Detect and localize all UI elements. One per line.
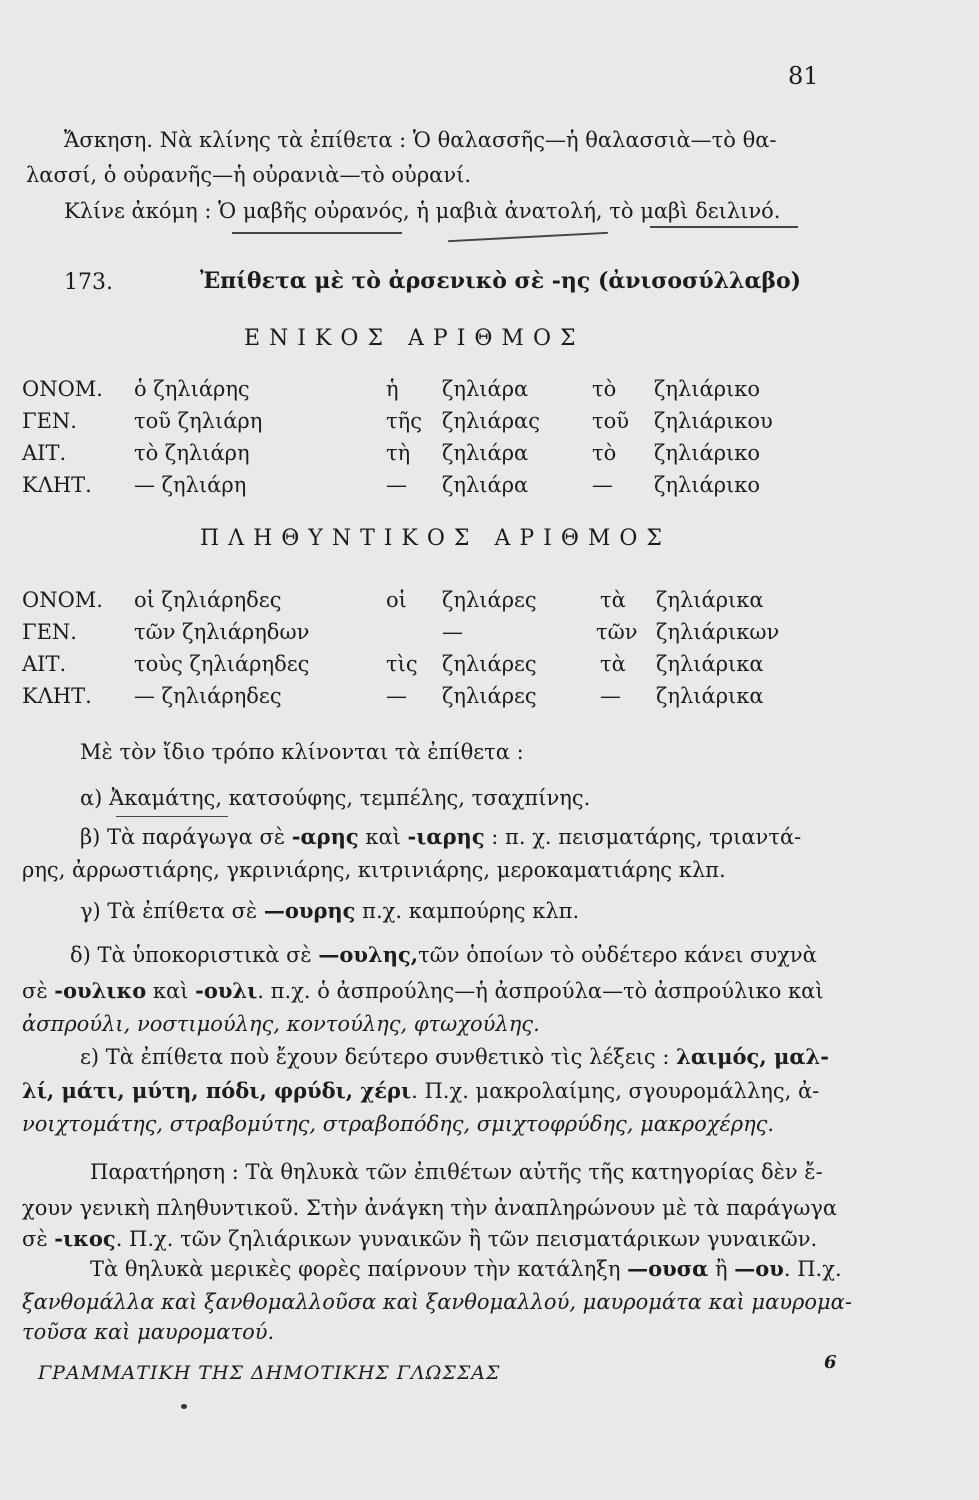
feminine-article: —	[442, 620, 463, 644]
neuter-article: τὰ	[600, 588, 626, 612]
feminine-article: τὶς	[386, 652, 418, 676]
masculine-form: ὁ ζηλιάρης	[134, 377, 250, 401]
ending-bold: -αρης	[291, 824, 359, 849]
item-e-line-3: νοιχτομάτης, στραβομύτης, στραβοπόδης, σμιχτοφρύδης, μακροχέρης.	[22, 1112, 775, 1136]
text-span: . π.χ. ὁ ἀσπρούλης—ἡ ἀσπρούλα—τὸ ἀσπρούλικο καὶ	[257, 979, 824, 1003]
feminine-article: τῆς	[386, 409, 422, 433]
item-a-prefix: α)	[80, 786, 110, 810]
item-e-line-1	[80, 1044, 829, 1069]
body-intro: Μὲ τὸν ἴδιο τρόπο κλίνονται τὰ ἐπίθετα :	[80, 740, 524, 764]
note-line-4	[90, 1256, 842, 1281]
neuter-form: ζηλιάρικου	[654, 409, 773, 433]
feminine-article: —	[386, 473, 407, 497]
note-line-1: Παρατήρηση : Τὰ θηλυκὰ τῶν ἐπιθέτων αὐτῆς τῆς κατηγορίας δὲν ἔ-	[90, 1160, 823, 1184]
exercise-line-1: Ἄσκηση. Νὰ κλίνης τὰ ἐπίθετα : Ὁ θαλασσῆς—ἡ θαλασσιὰ—τὸ θα-	[64, 128, 777, 152]
text-span: σὲ	[22, 1227, 55, 1251]
neuter-article: τὸ	[592, 441, 617, 465]
note-line-3	[22, 1226, 817, 1251]
text-span: γ) Τὰ ἐπίθετα σὲ	[80, 899, 264, 923]
ending-bold: -ιαρης	[407, 824, 485, 849]
case-label: ΟΝΟΜ.	[22, 588, 103, 612]
neuter-article: τὸ	[592, 377, 617, 401]
masculine-form: τοῦ ζηλιάρη	[134, 409, 263, 433]
item-e-line-2	[22, 1078, 819, 1103]
feminine-form: ζηλιάρα	[442, 377, 529, 401]
item-b-line-1	[80, 824, 801, 849]
neuter-form: ζηλιάρικο	[654, 473, 761, 497]
case-label: ΓΕΝ.	[22, 409, 77, 433]
item-d-line-2	[22, 978, 824, 1003]
ending-bold: —ου	[734, 1256, 784, 1281]
feminine-form: ζηλιάρες	[442, 652, 537, 676]
masculine-form: — ζηλιάρηδες	[134, 684, 282, 708]
page-number: 81	[788, 62, 819, 90]
item-a	[80, 786, 590, 810]
ending-bold: —ουσα	[627, 1256, 709, 1281]
neuter-article: τῶν	[596, 620, 638, 644]
feminine-article: τὴ	[386, 441, 411, 465]
sheet-number: 6	[824, 1352, 837, 1373]
section-title: Ἐπίθετα μὲ τὸ ἀρσενικὸ σὲ -ης (ἀνισοσύλλαβο)	[200, 268, 802, 294]
underline-stroke	[650, 226, 798, 228]
neuter-article: —	[592, 473, 613, 497]
text-span: δ) Τὰ ὑποκοριστικὰ σὲ	[70, 943, 319, 967]
feminine-form: ζηλιάρα	[442, 473, 529, 497]
word-bold: λαιμός, μαλ-	[676, 1044, 829, 1069]
note-line-6: τοῦσα καὶ μαυροματού.	[22, 1320, 275, 1344]
neuter-article: —	[600, 684, 621, 708]
masculine-form: τοὺς ζηλιάρηδες	[134, 652, 310, 676]
plural-heading: ΠΛΗΘΥΝΤΙΚΟΣ ΑΡΙΘΜΟΣ	[200, 526, 671, 551]
item-a-rest: , κατσούφης, τεμπέλης, τσαχπίνης.	[215, 786, 591, 810]
ending-bold: -ουλικο	[54, 978, 147, 1003]
text-span: καὶ	[146, 979, 196, 1003]
masculine-form: τῶν ζηλιάρηδων	[134, 620, 310, 644]
feminine-article: οἱ	[386, 588, 407, 612]
case-label: ΑΙΤ.	[22, 441, 67, 465]
note-line-2: χουν γενικὴ πληθυντικοῦ. Στὴν ἀνάγκη τὴν ἀναπληρώνουν μὲ τὰ παράγωγα	[22, 1196, 838, 1220]
ending-bold: —ουλης,	[318, 942, 419, 967]
neuter-form: ζηλιάρικα	[656, 588, 764, 612]
masculine-form: τὸ ζηλιάρη	[134, 441, 250, 465]
item-d-line-1	[70, 942, 817, 967]
item-c	[80, 898, 579, 923]
text-span: β) Τὰ παράγωγα σὲ	[80, 825, 292, 849]
masculine-form: — ζηλιάρη	[134, 473, 247, 497]
neuter-form: ζηλιάρικο	[654, 377, 761, 401]
text-span: Τὰ θηλυκὰ μερικὲς φορὲς παίρνουν τὴν κατάληξη	[90, 1257, 628, 1281]
feminine-form: ζηλιάρας	[442, 409, 540, 433]
item-a-word: Ἀκαμάτης	[109, 786, 216, 810]
text-span: τῶν ὁποίων τὸ οὐδέτερο κάνει συχνὰ	[418, 943, 817, 967]
case-label: ΚΛΗΤ.	[22, 473, 92, 497]
exercise-line-2: λασσί, ὁ οὐρανῆς—ἡ οὐρανιὰ—τὸ οὐρανί.	[26, 163, 472, 187]
note-line-5: ξανθομάλλα καὶ ξανθομαλλοῦσα καὶ ξανθομαλλού, μαυρομάτα καὶ μαυρομα-	[22, 1290, 852, 1314]
neuter-form: ζηλιάρικα	[656, 652, 764, 676]
footer-title: ΓΡΑΜΜΑΤΙΚΗ ΤΗΣ ΔΗΜΟΤΙΚΗΣ ΓΛΩΣΣΑΣ	[38, 1362, 501, 1384]
case-label: ΑΙΤ.	[22, 652, 67, 676]
feminine-form: ζηλιάρες	[442, 588, 537, 612]
text-span: . Π.χ. τῶν ζηλιάρικων γυναικῶν ἢ τῶν πεισματάρικων γυναικῶν.	[115, 1227, 818, 1251]
neuter-form: ζηλιάρικων	[656, 620, 780, 644]
word-bold: λί, μάτι, μύτη, πόδι, φρύδι, χέρι	[22, 1078, 412, 1103]
ending-bold: -ουλι	[195, 978, 258, 1003]
item-b-line-2: ρης, ἀρρωστιάρης, γκρινιάρης, κιτρινιάρης, μεροκαματιάρης κλπ.	[22, 858, 726, 882]
text-span: π.χ. καμπούρης κλπ.	[355, 899, 580, 923]
neuter-article: τὰ	[600, 652, 626, 676]
ending-bold: —ουρης	[263, 898, 356, 923]
text-span: καὶ	[358, 825, 408, 849]
feminine-form: ζηλιάρα	[442, 441, 529, 465]
feminine-article: —	[386, 684, 407, 708]
underline-stroke	[116, 816, 228, 817]
case-label: ΟΝΟΜ.	[22, 377, 103, 401]
case-label: ΓΕΝ.	[22, 620, 77, 644]
masculine-form: οἱ ζηλιάρηδες	[134, 588, 282, 612]
case-label: ΚΛΗΤ.	[22, 684, 92, 708]
underline-stroke	[232, 232, 402, 234]
text-span: σὲ	[22, 979, 55, 1003]
feminine-article: ἡ	[386, 377, 399, 401]
ink-dot	[181, 1404, 187, 1409]
underline-stroke	[448, 232, 608, 242]
ending-bold: -ικος	[54, 1226, 116, 1251]
exercise-line-3: Κλίνε ἀκόμη : Ὁ μαβῆς οὐρανός, ἡ μαβιὰ ἀνατολή, τὸ μαβὶ δειλινό.	[64, 199, 781, 223]
neuter-form: ζηλιάρικο	[654, 441, 761, 465]
text-span: . Π.χ. μακρολαίμης, σγουρομάλλης, ἀ-	[411, 1079, 820, 1103]
feminine-form: ζηλιάρες	[442, 684, 537, 708]
text-span: ἢ	[708, 1257, 735, 1281]
neuter-article: τοῦ	[592, 409, 630, 433]
text-span: . Π.χ.	[783, 1257, 842, 1281]
text-span: ε) Τὰ ἐπίθετα ποὺ ἔχουν δεύτερο συνθετικὸ τὶς λέξεις :	[80, 1045, 677, 1069]
singular-heading: ΕΝΙΚΟΣ ΑΡΙΘΜΟΣ	[244, 326, 585, 351]
section-number: 173.	[64, 270, 113, 295]
neuter-form: ζηλιάρικα	[656, 684, 764, 708]
item-d-line-3: ἀσπρούλι, νοστιμούλης, κοντούλης, φτωχούλης.	[22, 1012, 540, 1036]
text-span: : π. χ. πεισματάρης, τριαντά-	[484, 825, 802, 849]
